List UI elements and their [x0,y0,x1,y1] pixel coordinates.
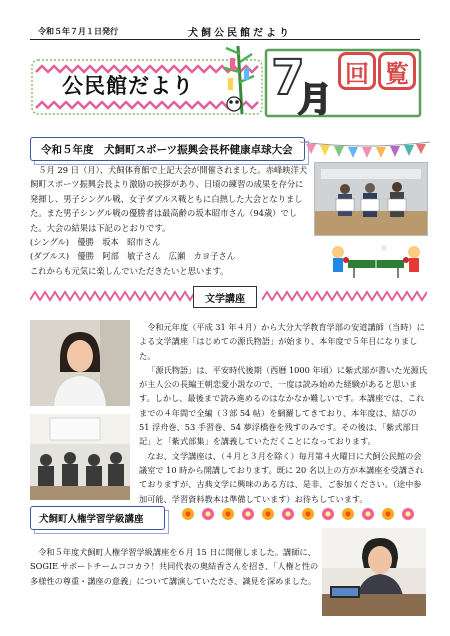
section1-closing: これからも元気に楽しんでいただきたいと思います。 [30,265,229,276]
section1-body [30,163,308,278]
table-tennis-illustration [326,238,426,280]
month-number: 7 [271,50,305,106]
newsletter-name: 犬飼公民館だより [188,28,292,39]
banner-title: 公民館だより [62,74,194,98]
photo-lecturer [30,320,130,406]
section2-paragraph: 「源氏物語」は、平安時代後期（西暦 1000 年頃）に紫式部が書いた光源氏が主人公の長編王朝恋愛小説なので、一度は読み始めた経験があると思います。しかし、最後まで読み進めるのはなかなか難しいです。本講座では、これまでの４年間で全編（３部 54 帖）を網羅してきており、本年度は、結びの 51 浮舟巻、53 手習巻、54 夢浮橋巻を残すのみです。その後は、「紫式部日記」と「紫式部集」を講義していただくことになっております。 [139,364,428,447]
bunting-decoration [300,138,430,160]
section1-result-single: (シングル) 優勝 坂本 昭市さん [30,237,161,248]
month-label [268,50,332,120]
section3-heading: 犬飼町人権学習学級講座 [30,506,165,530]
issue-date: 令和５年７月１日発行 [38,27,118,36]
photo-seminar-speaker [322,528,426,616]
month-char: 月 [298,80,332,120]
photo-award-winners [314,162,428,236]
photo-lecture-audience [30,414,130,500]
section1-result-doubles: (ダブルス) 優勝 阿部 敏子さん 広瀬 カヨ子さん [30,251,236,262]
flower-row-decoration [178,504,428,524]
section2-heading: 文学講座 [193,286,257,308]
top-rule [30,39,420,40]
section2-paragraph: 令和元年度（平成 31 年４月）から大分大学教育学部の安道講師（当時）による文学講座「はじめての源氏物語」が始まり、本年度で５年目になりました。 [139,322,425,361]
kaisen-char-1: 回 [338,52,376,90]
section2-paragraph: なお、文学講座は、（４月と３月を除く）毎月第４火曜日に犬飼公民館の会議室で 10 時から開講しております。既に 20 名以上の方が本講座を受講されておりますが、古典文学に興味のある方は、是非、ご参加ください。（途中参加可能、学習資料教本は準備しています）お待ちしています。 [139,450,424,504]
kaisen-char-2: 覧 [378,52,416,90]
section3-paragraph: 令和５年度犬飼町人権学習学級講座を６月 15 日に開催しました。講師に、SOGIE サポートチームココカラ！共同代表の奥結香さんを招き、「人権と性の多様性の尊重・講座の意義」について講演していただき、識見を深めました。 [30,547,319,586]
divider-zigzag-left [30,290,198,302]
section1-heading: 令和５年度 犬飼町スポーツ振興会長杯健康卓球大会 [30,137,305,161]
divider-zigzag-right [262,290,427,302]
section1-paragraph: ５月 29 日（月）、犬飼体育館で上記大会が開催されました。赤峰映洋犬飼町スポーツ振興会長より激励の挨拶があり、日頃の練習の成果を存分に発揮し、男子シングル戦、女子ダブルス戦ともに白熱した大会となりました。また男子シングル戦の優勝者は最高齢の坂本昭市さん（94歳）でした。大会の結果は下記のとおりです。 [30,165,308,233]
section2-body [139,320,429,506]
section3-body [30,545,320,588]
